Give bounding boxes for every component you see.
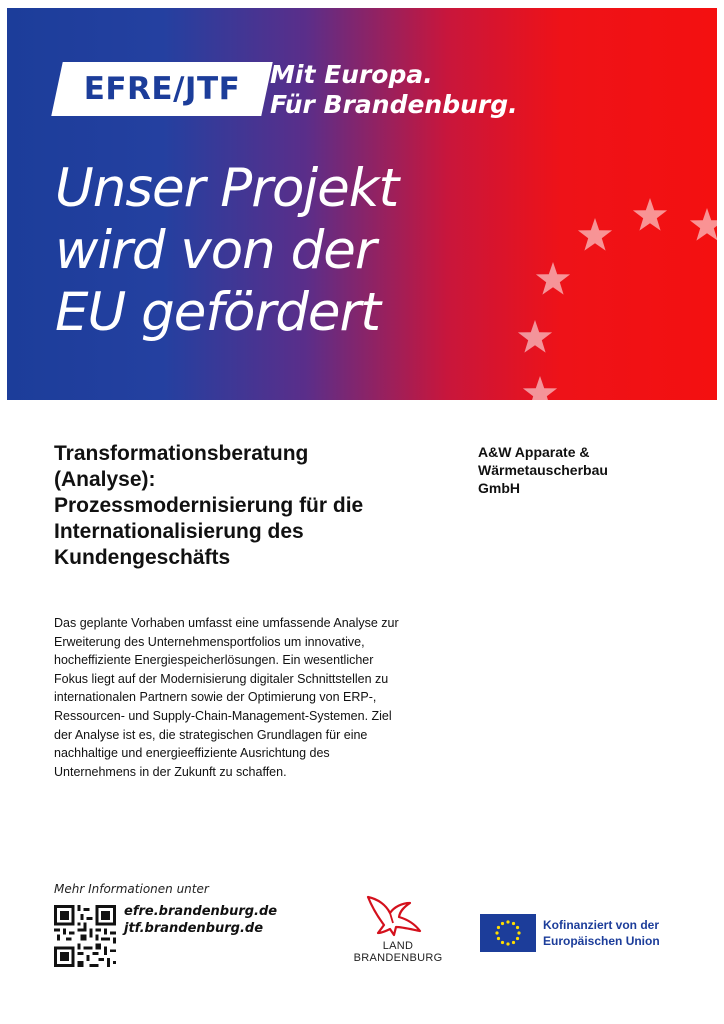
eu-star-icon (506, 920, 509, 923)
star-icon (518, 320, 552, 353)
slogan (270, 60, 518, 120)
brandenburg-eagle-icon (364, 893, 424, 941)
description-line: Ressourcen- und Supply-Chain-Management-Systemen. Ziel (54, 708, 392, 723)
star-icon (578, 218, 612, 251)
description-line: internationalen Partnern sowie der Optimierung von ERP-, (54, 690, 377, 705)
description-line: Unternehmens in der Zukunft zu schaffen. (54, 764, 287, 779)
star-icon (633, 198, 667, 231)
efre-link[interactable]: efre.brandenburg.de (124, 904, 278, 919)
project-description (54, 614, 444, 781)
land-line: LAND (382, 940, 414, 952)
eu-star-icon (512, 922, 515, 925)
title-line: Kundengeschäfts (54, 546, 231, 569)
eu-star-icon (497, 926, 500, 929)
logo-text: EFRE/JTF (83, 71, 241, 107)
more-info-label: Mehr Informationen unter (54, 882, 209, 896)
eu-cofinanced-label (543, 917, 693, 949)
project-title (54, 441, 454, 571)
description-line: hocheffiziente Energiespeicherlösungen. Ein wesentlicher (54, 653, 374, 668)
eu-star-icon (516, 926, 519, 929)
company-line: Wärmetauscherbau (478, 462, 608, 478)
eu-star-icon (506, 942, 509, 945)
eu-star-icon (517, 931, 520, 934)
description-line: der Analyse ist es, die strategischen Grundlagen für eine (54, 727, 368, 742)
company-line: A&W Apparate & (478, 444, 590, 460)
qr-code-icon (54, 905, 116, 967)
title-line: Transformationsberatung (54, 442, 309, 465)
eu-line: Europäischen Union (543, 934, 660, 948)
description-line: Erweiterung des Unternehmensportfolios um innovative, (54, 634, 365, 649)
land-line: BRANDENBURG (353, 952, 443, 964)
eu-flag-icon (480, 914, 536, 952)
eu-funding-banner (7, 8, 717, 400)
title-line: Internationalisierung des (54, 520, 304, 543)
headline (55, 158, 398, 344)
efre-jtf-logo (51, 62, 272, 116)
land-label (348, 940, 448, 964)
jtf-link[interactable]: jtf.brandenburg.de (124, 921, 264, 936)
eu-star-icon (497, 937, 500, 940)
star-icon (690, 208, 717, 241)
company-line: GmbH (478, 480, 520, 496)
title-line: Prozessmodernisierung für die (54, 494, 364, 517)
description-line: nachhaltige und energieeffiziente Ausrichtung des (54, 746, 330, 761)
eu-star-icon (512, 941, 515, 944)
slogan-line: Mit Europa. (270, 60, 433, 89)
headline-line: wird von der (55, 220, 376, 281)
description-line: Fokus liegt auf der Modernisierung digitaler Schnittstellen zu (54, 671, 389, 686)
eu-star-icon (495, 931, 498, 934)
title-line: (Analyse): (54, 468, 156, 491)
land-brandenburg-logo (348, 893, 448, 973)
headline-line: EU gefördert (55, 282, 381, 343)
eu-star-icon (501, 922, 504, 925)
headline-line: Unser Projekt (55, 158, 399, 219)
company-name (478, 443, 678, 497)
eu-star-icon (516, 937, 519, 940)
star-icon (523, 376, 557, 400)
slogan-line: Für Brandenburg. (270, 90, 518, 119)
star-icon (536, 262, 570, 295)
info-links (124, 903, 277, 937)
eu-line: Kofinanziert von der (543, 918, 660, 932)
eu-star-icon (501, 941, 504, 944)
description-line: Das geplante Vorhaben umfasst eine umfassende Analyse zur (54, 616, 399, 630)
